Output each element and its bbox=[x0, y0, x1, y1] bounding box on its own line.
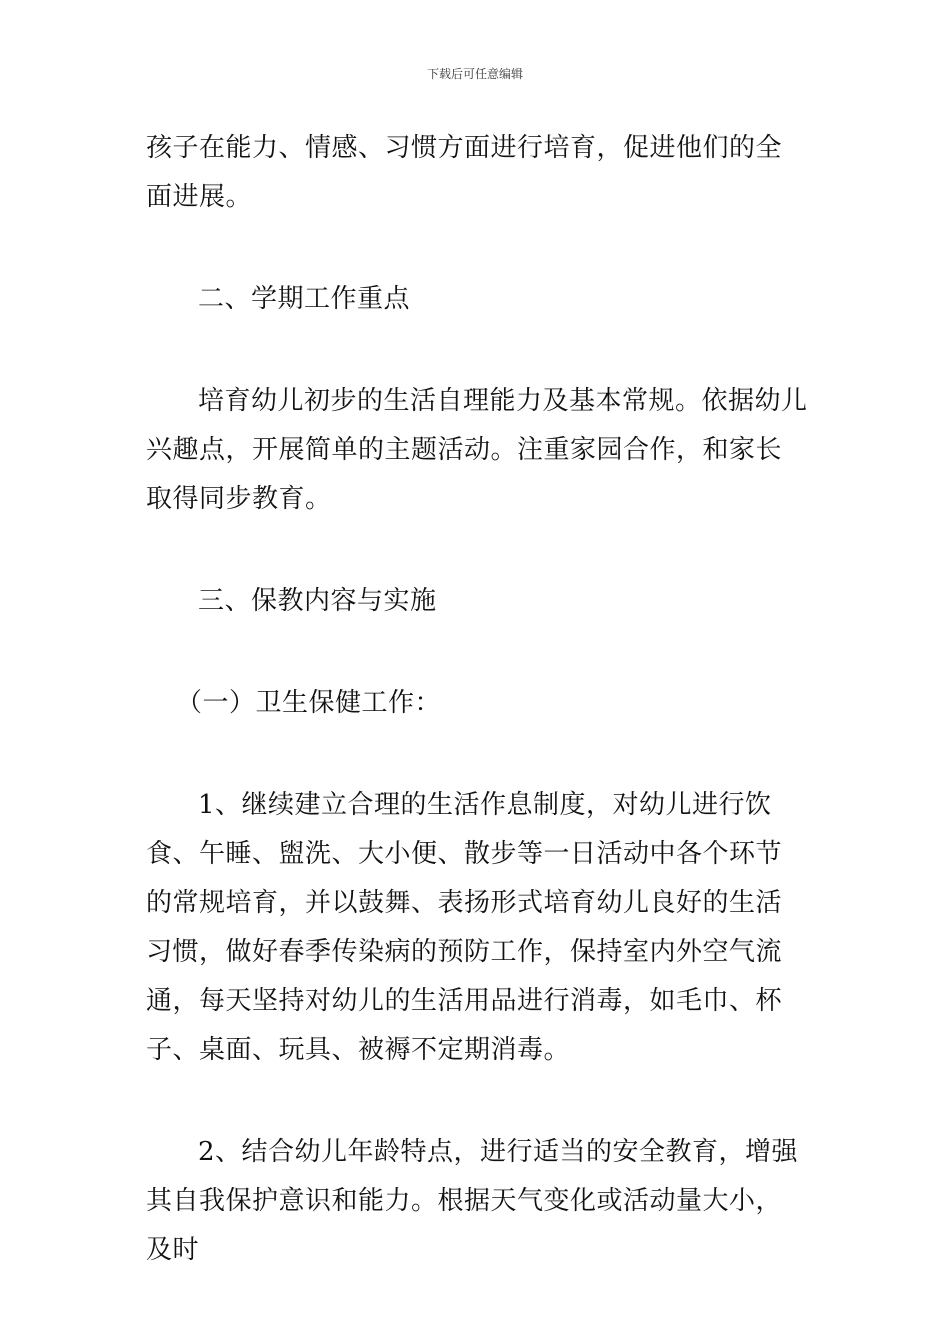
paragraph-item-1: 1、继续建立合理的生活作息制度，对幼儿进行饮食、午睡、盥洗、大小便、散步等一日活动中各个环节的常规培育，并以鼓舞、表扬形式培育幼儿良好的生活习惯，做好春季传染病的预防工作，保持室内外空气流通，每天坚持对幼儿的生活用品进行消毒，如毛巾、杯子、桌面、玩具、被褥不定期消毒。 bbox=[146, 790, 783, 1065]
document-body bbox=[146, 124, 808, 1275]
paragraph-work-focus: 培育幼儿初步的生活自理能力及基本常规。依据幼儿兴趣点，开展简单的主题活动。注重家园合作，和家长取得同步教育。 bbox=[146, 386, 808, 514]
page-header: 下载后可任意编辑 bbox=[426, 67, 523, 81]
paragraph-continuation: 孩子在能力、情感、习惯方面进行培育，促进他们的全面进展。 bbox=[146, 133, 783, 212]
subsection-heading-hygiene: （一）卫生保健工作： bbox=[176, 688, 442, 718]
section-heading-3: 三、保教内容与实施 bbox=[198, 586, 437, 616]
section-heading-2: 二、学期工作重点 bbox=[198, 284, 411, 314]
paragraph-item-2: 2、结合幼儿年龄特点，进行适当的安全教育，增强其自我保护意识和能力。根据天气变化或活动量大小，及时 bbox=[146, 1137, 799, 1265]
